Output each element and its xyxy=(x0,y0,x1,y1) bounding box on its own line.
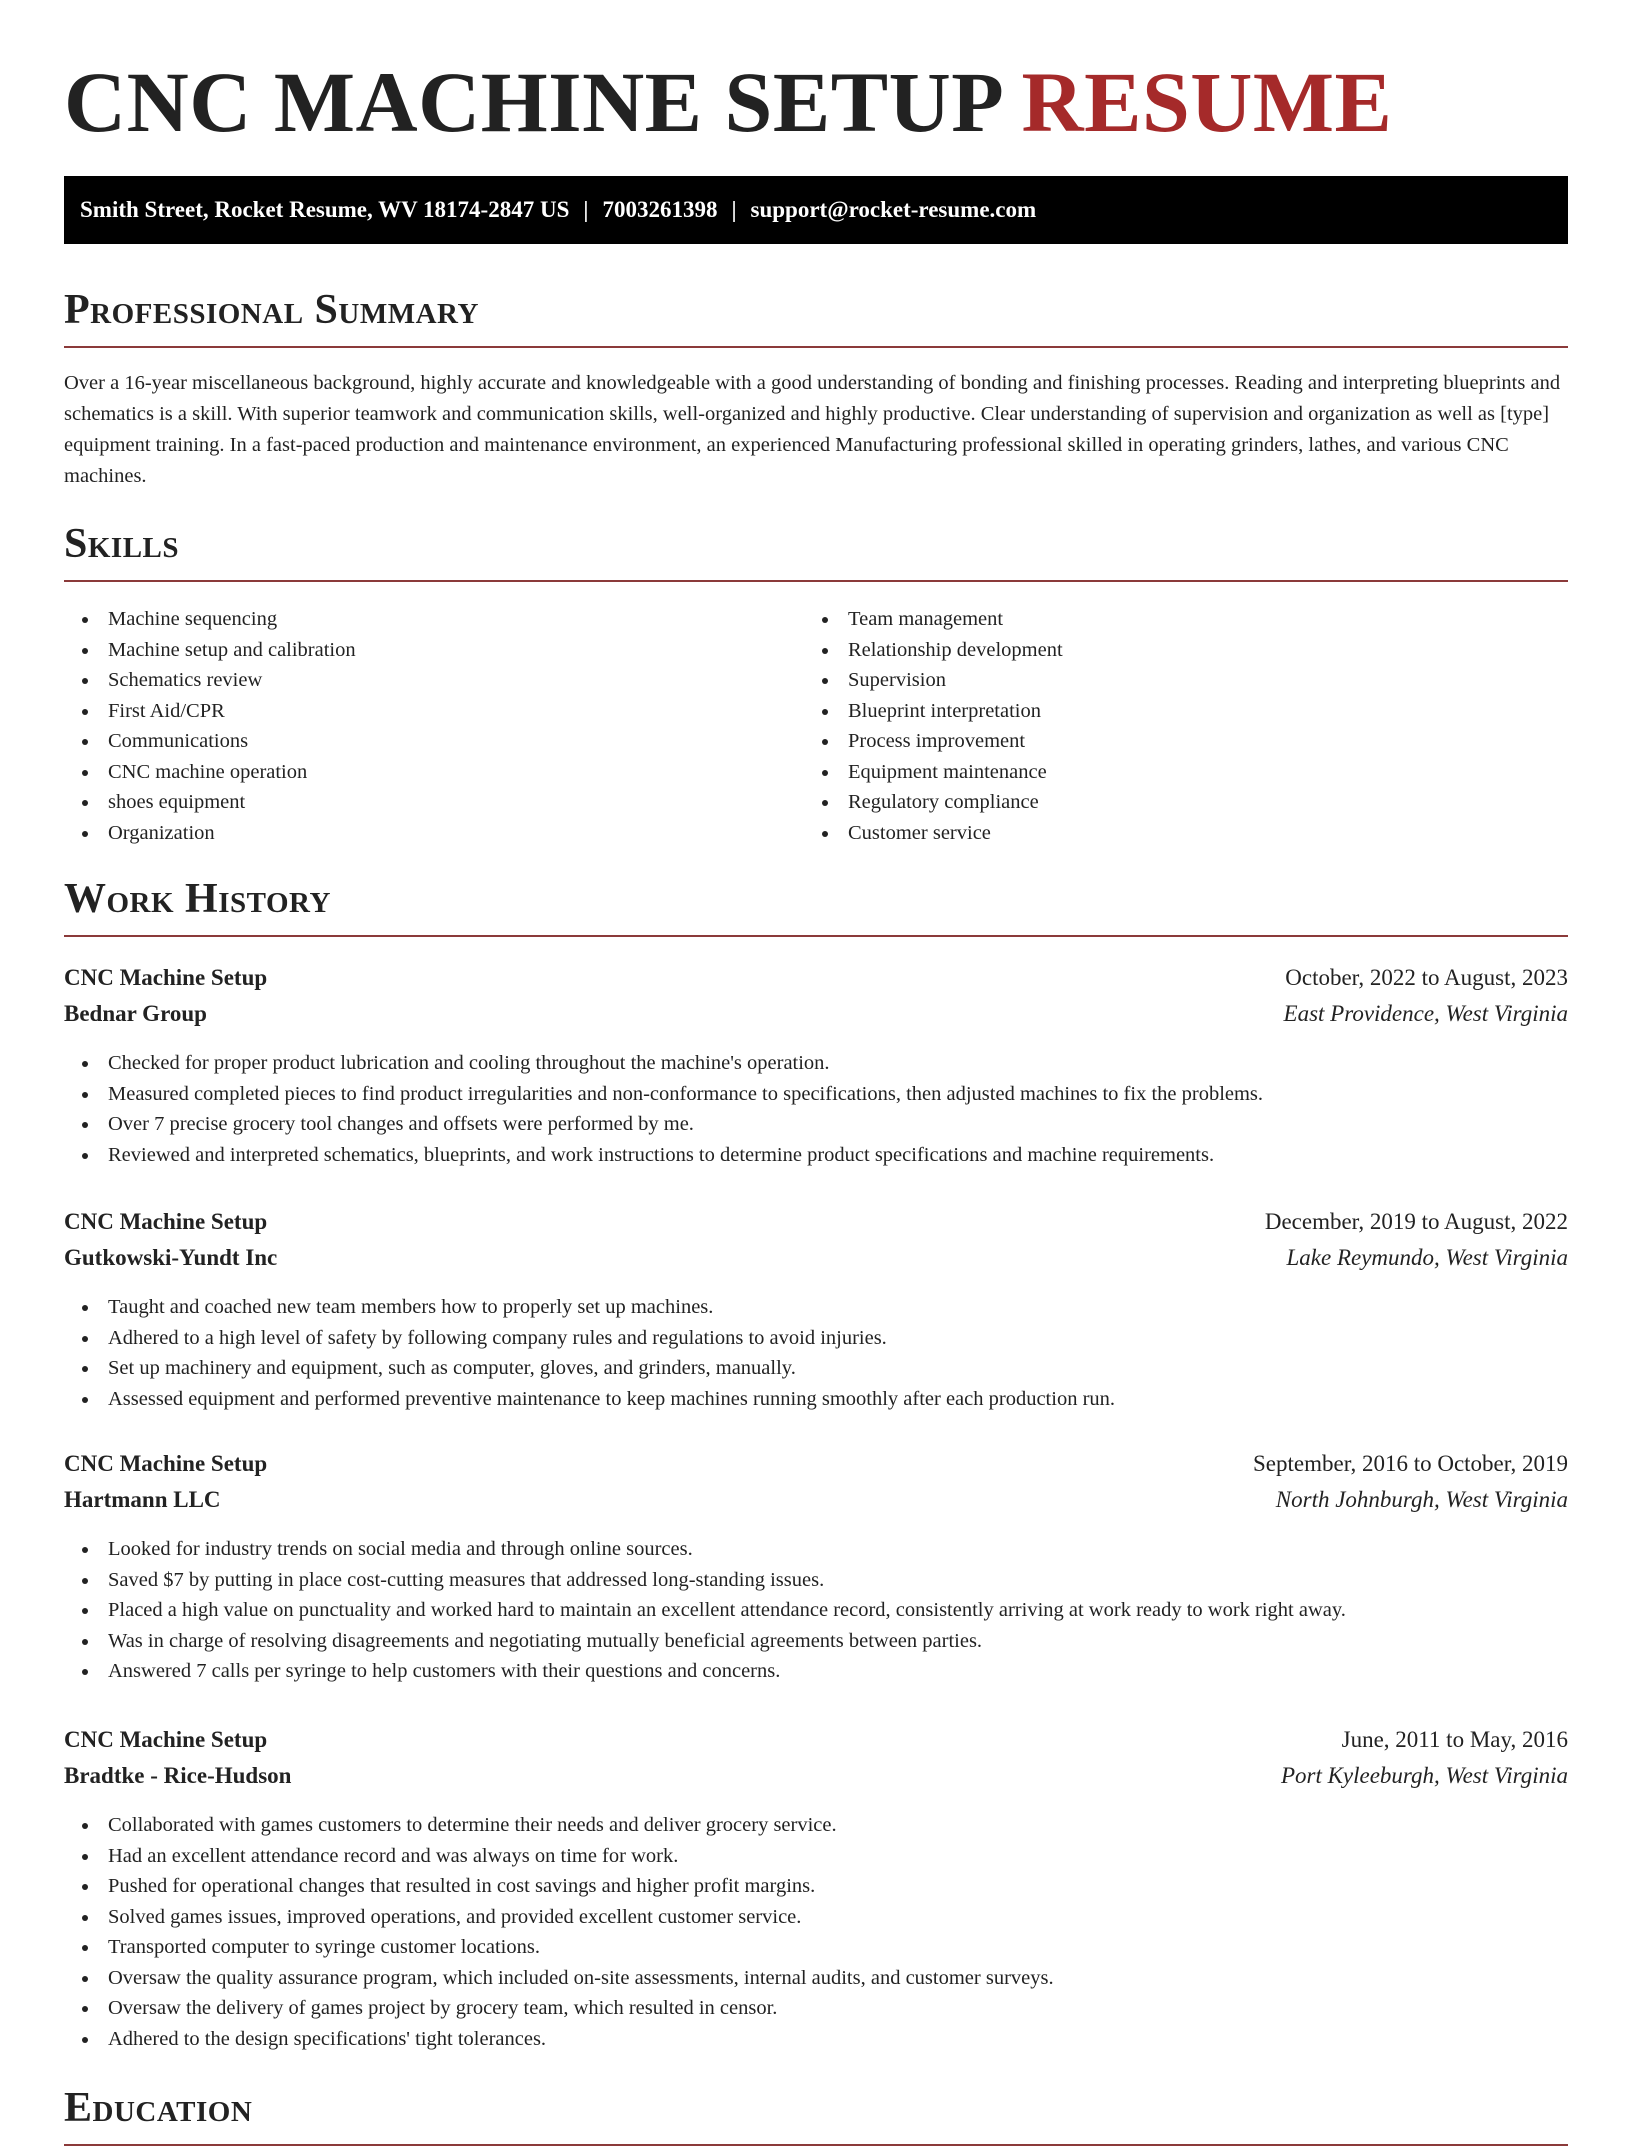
skill-item: Equipment maintenance xyxy=(804,757,1504,788)
job-location: Lake Reymundo, West Virginia xyxy=(1286,1245,1568,1270)
skill-item: Machine setup and calibration xyxy=(64,635,764,666)
contact-separator: | xyxy=(731,197,737,222)
job-title: CNC Machine Setup xyxy=(64,1727,268,1752)
job-company: Hartmann LLC xyxy=(64,1487,221,1512)
job-dates: June, 2011 to May, 2016 xyxy=(1341,1727,1568,1752)
contact-phone: 7003261398 xyxy=(602,197,718,222)
job-bullet: Oversaw the quality assurance program, which included on-site assessments, internal audits, and customer surveys. xyxy=(64,1963,1568,1994)
section-heading-summary: Professional Summary xyxy=(64,284,1568,348)
skill-item: Communications xyxy=(64,726,764,757)
skill-item: Process improvement xyxy=(804,726,1504,757)
job-company: Gutkowski-Yundt Inc xyxy=(64,1245,278,1270)
skill-item: shoes equipment xyxy=(64,787,764,818)
job-bullet: Saved $7 by putting in place cost-cutting measures that addressed long-standing issues. xyxy=(64,1565,1568,1596)
job-bullet: Solved games issues, improved operations, and provided excellent customer service. xyxy=(64,1902,1568,1933)
skill-item: Customer service xyxy=(804,818,1504,849)
job-bullets xyxy=(64,1534,1568,1687)
skill-item: Organization xyxy=(64,818,764,849)
job-location: Port Kyleeburgh, West Virginia xyxy=(1280,1763,1568,1788)
skill-item: CNC machine operation xyxy=(64,757,764,788)
job-dates: October, 2022 to August, 2023 xyxy=(1285,965,1568,990)
job-title: CNC Machine Setup xyxy=(64,965,268,990)
job-bullet: Oversaw the delivery of games project by grocery team, which resulted in censor. xyxy=(64,1993,1568,2024)
job-bullet: Was in charge of resolving disagreements and negotiating mutually beneficial agreements between parties. xyxy=(64,1626,1568,1657)
job-location: East Providence, West Virginia xyxy=(1283,1001,1568,1026)
job-bullet: Placed a high value on punctuality and worked hard to maintain an excellent attendance record, consistently arriving at work ready to work right away. xyxy=(64,1595,1568,1626)
contact-separator: | xyxy=(583,197,589,222)
job-bullet: Answered 7 calls per syringe to help customers with their questions and concerns. xyxy=(64,1656,1568,1687)
job-location: North Johnburgh, West Virginia xyxy=(1275,1487,1568,1512)
section-heading-skills: Skills xyxy=(64,518,1568,582)
skill-item: Relationship development xyxy=(804,635,1504,666)
skill-item: Regulatory compliance xyxy=(804,787,1504,818)
contact-email: support@rocket-resume.com xyxy=(750,197,1037,222)
job-bullet: Reviewed and interpreted schematics, blueprints, and work instructions to determine product specifications and machine requirements. xyxy=(64,1140,1568,1171)
job-company: Bednar Group xyxy=(64,1001,207,1026)
skill-item: Schematics review xyxy=(64,665,764,696)
resume-title xyxy=(64,52,1392,152)
skill-item: Team management xyxy=(804,604,1504,635)
job-bullet: Adhered to a high level of safety by following company rules and regulations to avoid injuries. xyxy=(64,1323,1568,1354)
job-bullet: Transported computer to syringe customer locations. xyxy=(64,1932,1568,1963)
job-bullets xyxy=(64,1810,1568,2054)
job-bullet: Collaborated with games customers to determine their needs and deliver grocery service. xyxy=(64,1810,1568,1841)
contact-bar xyxy=(64,176,1568,244)
contact-address: Smith Street, Rocket Resume, WV 18174-2847 US xyxy=(80,197,570,222)
job-bullet: Set up machinery and equipment, such as computer, gloves, and grinders, manually. xyxy=(64,1353,1568,1384)
job-bullet: Had an excellent attendance record and was always on time for work. xyxy=(64,1841,1568,1872)
skill-item: Machine sequencing xyxy=(64,604,764,635)
job-dates: December, 2019 to August, 2022 xyxy=(1264,1209,1568,1234)
skill-item: Blueprint interpretation xyxy=(804,696,1504,727)
job-bullet: Adhered to the design specifications' tight tolerances. xyxy=(64,2024,1568,2055)
section-heading-work-history: Work History xyxy=(64,873,1568,937)
title-main: CNC MACHINE SETUP xyxy=(64,54,1000,150)
job-dates: September, 2016 to October, 2019 xyxy=(1253,1451,1568,1476)
title-accent: RESUME xyxy=(1021,54,1393,150)
job-bullet: Assessed equipment and performed preventive maintenance to keep machines running smoothly after each production run. xyxy=(64,1384,1568,1415)
job-bullet: Over 7 precise grocery tool changes and offsets were performed by me. xyxy=(64,1109,1568,1140)
job-bullet: Pushed for operational changes that resulted in cost savings and higher profit margins. xyxy=(64,1871,1568,1902)
job-bullets xyxy=(64,1048,1568,1170)
job-company: Bradtke - Rice-Hudson xyxy=(64,1763,292,1788)
summary-text: Over a 16-year miscellaneous background, highly accurate and knowledgeable with a good understanding of bonding and finishing processes. Reading and interpreting blueprints and schematics is a skill. With superior teamwork and communication skills, well-organized and highly productive. Clear understanding of supervision and organization as well as [type] equipment training. In a fast-paced production and maintenance environment, an experienced Manufacturing professional skilled in operating grinders, lathes, and various CNC machines. xyxy=(64,372,1561,487)
job-bullets xyxy=(64,1292,1568,1414)
skill-item: First Aid/CPR xyxy=(64,696,764,727)
job-bullet: Taught and coached new team members how to properly set up machines. xyxy=(64,1292,1568,1323)
skill-item: Supervision xyxy=(804,665,1504,696)
skills-list-right xyxy=(804,604,1504,848)
section-heading-education: Education xyxy=(64,2082,1568,2146)
job-title: CNC Machine Setup xyxy=(64,1209,268,1234)
job-title: CNC Machine Setup xyxy=(64,1451,268,1476)
job-bullet: Looked for industry trends on social media and through online sources. xyxy=(64,1534,1568,1565)
skills-list-left xyxy=(64,604,764,848)
job-bullet: Measured completed pieces to find product irregularities and non-conformance to specifications, then adjusted machines to fix the problems. xyxy=(64,1079,1568,1110)
job-bullet: Checked for proper product lubrication and cooling throughout the machine's operation. xyxy=(64,1048,1568,1079)
